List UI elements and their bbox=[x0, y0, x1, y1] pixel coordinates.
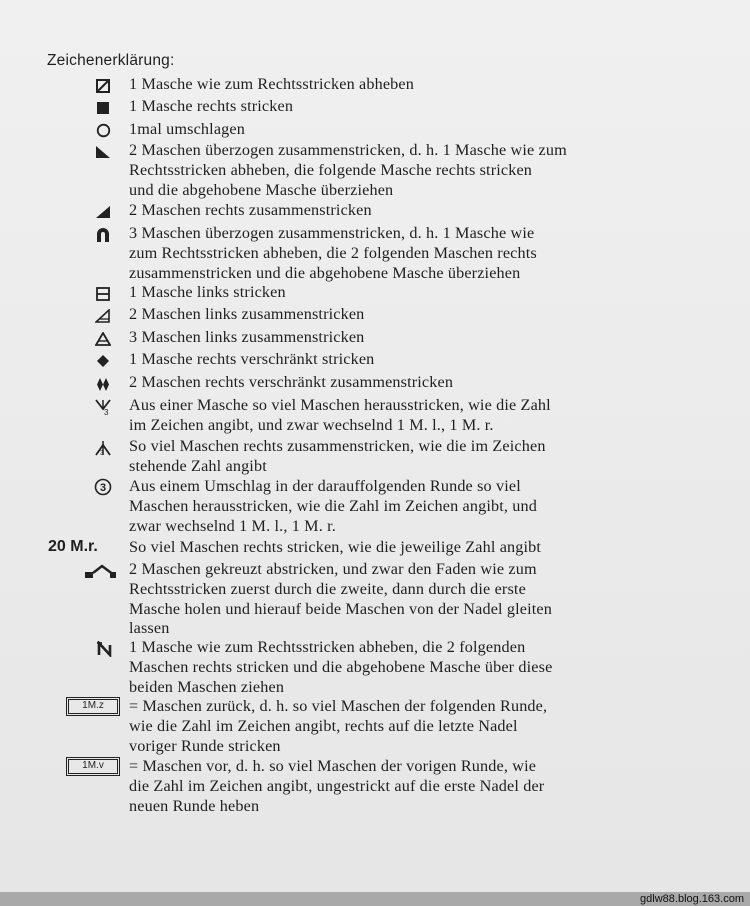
diamond-icon bbox=[83, 351, 123, 371]
legend-text: 1 Masche wie zum Rechtsstricken abheben, die 2 folgenden Maschen rechts stricken und die abgehobene Masche über diese beiden Maschen ziehen bbox=[129, 638, 553, 696]
arch-icon bbox=[83, 225, 123, 245]
legend-text: 1 Masche rechts verschränkt stricken bbox=[129, 350, 375, 368]
svg-text:3: 3 bbox=[100, 450, 104, 457]
legend-text: 1 Masche rechts stricken bbox=[129, 97, 294, 115]
filled-square-icon bbox=[83, 98, 123, 118]
legend-heading: Zeichenerklärung: bbox=[47, 52, 175, 69]
boxed-label: 1M.z bbox=[68, 699, 118, 714]
legend-text: Aus einer Masche so viel Maschen herausstricken, wie die Zahl im Zeichen angibt, und zwar wechselnd 1 M. l., 1 M. r. bbox=[129, 396, 551, 434]
legend-text: 3 Maschen überzogen zusammenstricken, d. h. 1 Masche wie zum Rechtsstricken abheben, die 2 folgenden Maschen rechts zusammenstricken und die abgehobene Masche überziehen bbox=[129, 224, 537, 282]
n-symbol-icon bbox=[85, 639, 125, 659]
legend-text: 2 Maschen rechts verschränkt zusammenstricken bbox=[129, 373, 454, 391]
legend-text: 1 Masche links stricken bbox=[129, 283, 286, 301]
purl-square-icon bbox=[83, 284, 123, 304]
count-label: 20 M.r. bbox=[48, 538, 98, 555]
legend-text: 2 Maschen rechts zusammenstricken bbox=[129, 201, 372, 219]
legend-text: 2 Maschen überzogen zusammenstricken, d. h. 1 Masche wie zum Rechtsstricken abheben, die folgende Masche rechts stricken und die abgehobene Masche überziehen bbox=[129, 141, 567, 199]
legend-text: = Maschen zurück, d. h. so viel Maschen der folgenden Runde, wie die Zahl im Zeichen angibt, rechts auf die letzte Nadel voriger Runde stricken bbox=[129, 697, 548, 755]
svg-text:3: 3 bbox=[104, 408, 109, 416]
legend-text: 2 Maschen gekreuzt abstricken, und zwar den Faden wie zum Rechtsstricken zuerst durch die zweite, dann durch die erste Masche holen und hierauf beide Maschen von der Nadel gleiten lassen bbox=[129, 560, 552, 638]
boxed-label: 1M.v bbox=[68, 759, 118, 774]
slipped-stitch-square-icon bbox=[83, 76, 123, 96]
double-diamond-icon bbox=[83, 374, 123, 394]
legend-text: 1 Masche wie zum Rechtsstricken abheben bbox=[129, 75, 414, 93]
filled-triangle-right-icon bbox=[83, 202, 123, 222]
legend-text: 1mal umschlagen bbox=[129, 120, 245, 138]
legend-text: So viel Maschen rechts zusammenstricken, wie die im Zeichen stehende Zahl angibt bbox=[129, 437, 546, 475]
legend-text: 3 Maschen links zusammenstricken bbox=[129, 328, 365, 346]
circle-icon bbox=[83, 120, 123, 140]
watermark-text: gdlw88.blog.163.com bbox=[640, 893, 744, 905]
filled-triangle-left-icon bbox=[83, 142, 123, 162]
legend-text: Aus einem Umschlag in der darauffolgenden Runde so viel Maschen herausstricken, wie die Zahl im Zeichen angibt, und zwar wechselnd 1 M. l., 1 M. r. bbox=[129, 477, 538, 535]
legend-text: 2 Maschen links zusammenstricken bbox=[129, 305, 365, 323]
watermark-bar bbox=[0, 892, 750, 906]
circled-three-icon bbox=[83, 477, 123, 497]
increase-fan-icon bbox=[83, 397, 123, 417]
legend-text: = Maschen vor, d. h. so viel Maschen der vorigen Runde, wie die Zahl im Zeichen angibt, ungestrickt auf die erste Nadel der neuen Runde heben bbox=[129, 757, 545, 815]
outline-triangle-icon bbox=[83, 329, 123, 349]
outline-triangle-right-icon bbox=[83, 306, 123, 326]
svg-text:3: 3 bbox=[99, 482, 107, 494]
decrease-fan-icon bbox=[83, 438, 123, 458]
legend-text: So viel Maschen rechts stricken, wie die jeweilige Zahl angibt bbox=[129, 538, 542, 556]
cross-stitch-icon bbox=[77, 561, 125, 581]
